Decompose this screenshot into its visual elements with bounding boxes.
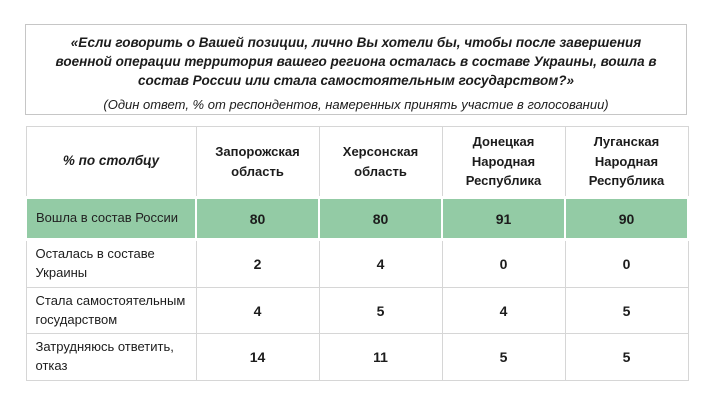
cell-value: 0: [565, 240, 688, 288]
row-label: Затрудняюсь ответить, отказ: [26, 334, 196, 381]
table-header-row: [26, 127, 688, 198]
row-label: Стала самостоятельным государством: [26, 287, 196, 334]
row-label: Вошла в состав России: [26, 198, 196, 240]
column-header-zaporozhskaya: Запорожская область: [196, 127, 319, 198]
cell-value: 90: [565, 198, 688, 240]
column-header-dnr: Донецкая Народная Республика: [442, 127, 565, 198]
cell-value: 11: [319, 334, 442, 381]
row-label: Осталась в составе Украины: [26, 240, 196, 288]
cell-value: 4: [319, 240, 442, 288]
survey-question: «Если говорить о Вашей позиции, лично Вы хотели бы, чтобы после завершения военной операции территория вашего региона осталась в составе Украины, вошла в состав России или стала самостоятельным государством?»: [55, 35, 657, 89]
cell-value: 80: [319, 198, 442, 240]
corner-header: % по столбцу: [26, 127, 196, 198]
table-row-independent: [26, 287, 688, 334]
cell-value: 91: [442, 198, 565, 240]
cell-value: 4: [442, 287, 565, 334]
table-row-undecided: [26, 334, 688, 381]
column-header-khersonskaya: Херсонская область: [319, 127, 442, 198]
survey-note: (Один ответ, % от респондентов, намеренных принять участие в голосовании): [103, 97, 609, 113]
cell-value: 14: [196, 334, 319, 381]
cell-value: 2: [196, 240, 319, 288]
question-box: [25, 24, 687, 115]
cell-value: 0: [442, 240, 565, 288]
results-table: [25, 126, 689, 381]
table-row-ukraine: [26, 240, 688, 288]
cell-value: 5: [565, 287, 688, 334]
cell-value: 5: [442, 334, 565, 381]
cell-value: 80: [196, 198, 319, 240]
cell-value: 4: [196, 287, 319, 334]
cell-value: 5: [319, 287, 442, 334]
table-row-russia: [26, 198, 688, 240]
column-header-lnr: Луганская Народная Республика: [565, 127, 688, 198]
cell-value: 5: [565, 334, 688, 381]
